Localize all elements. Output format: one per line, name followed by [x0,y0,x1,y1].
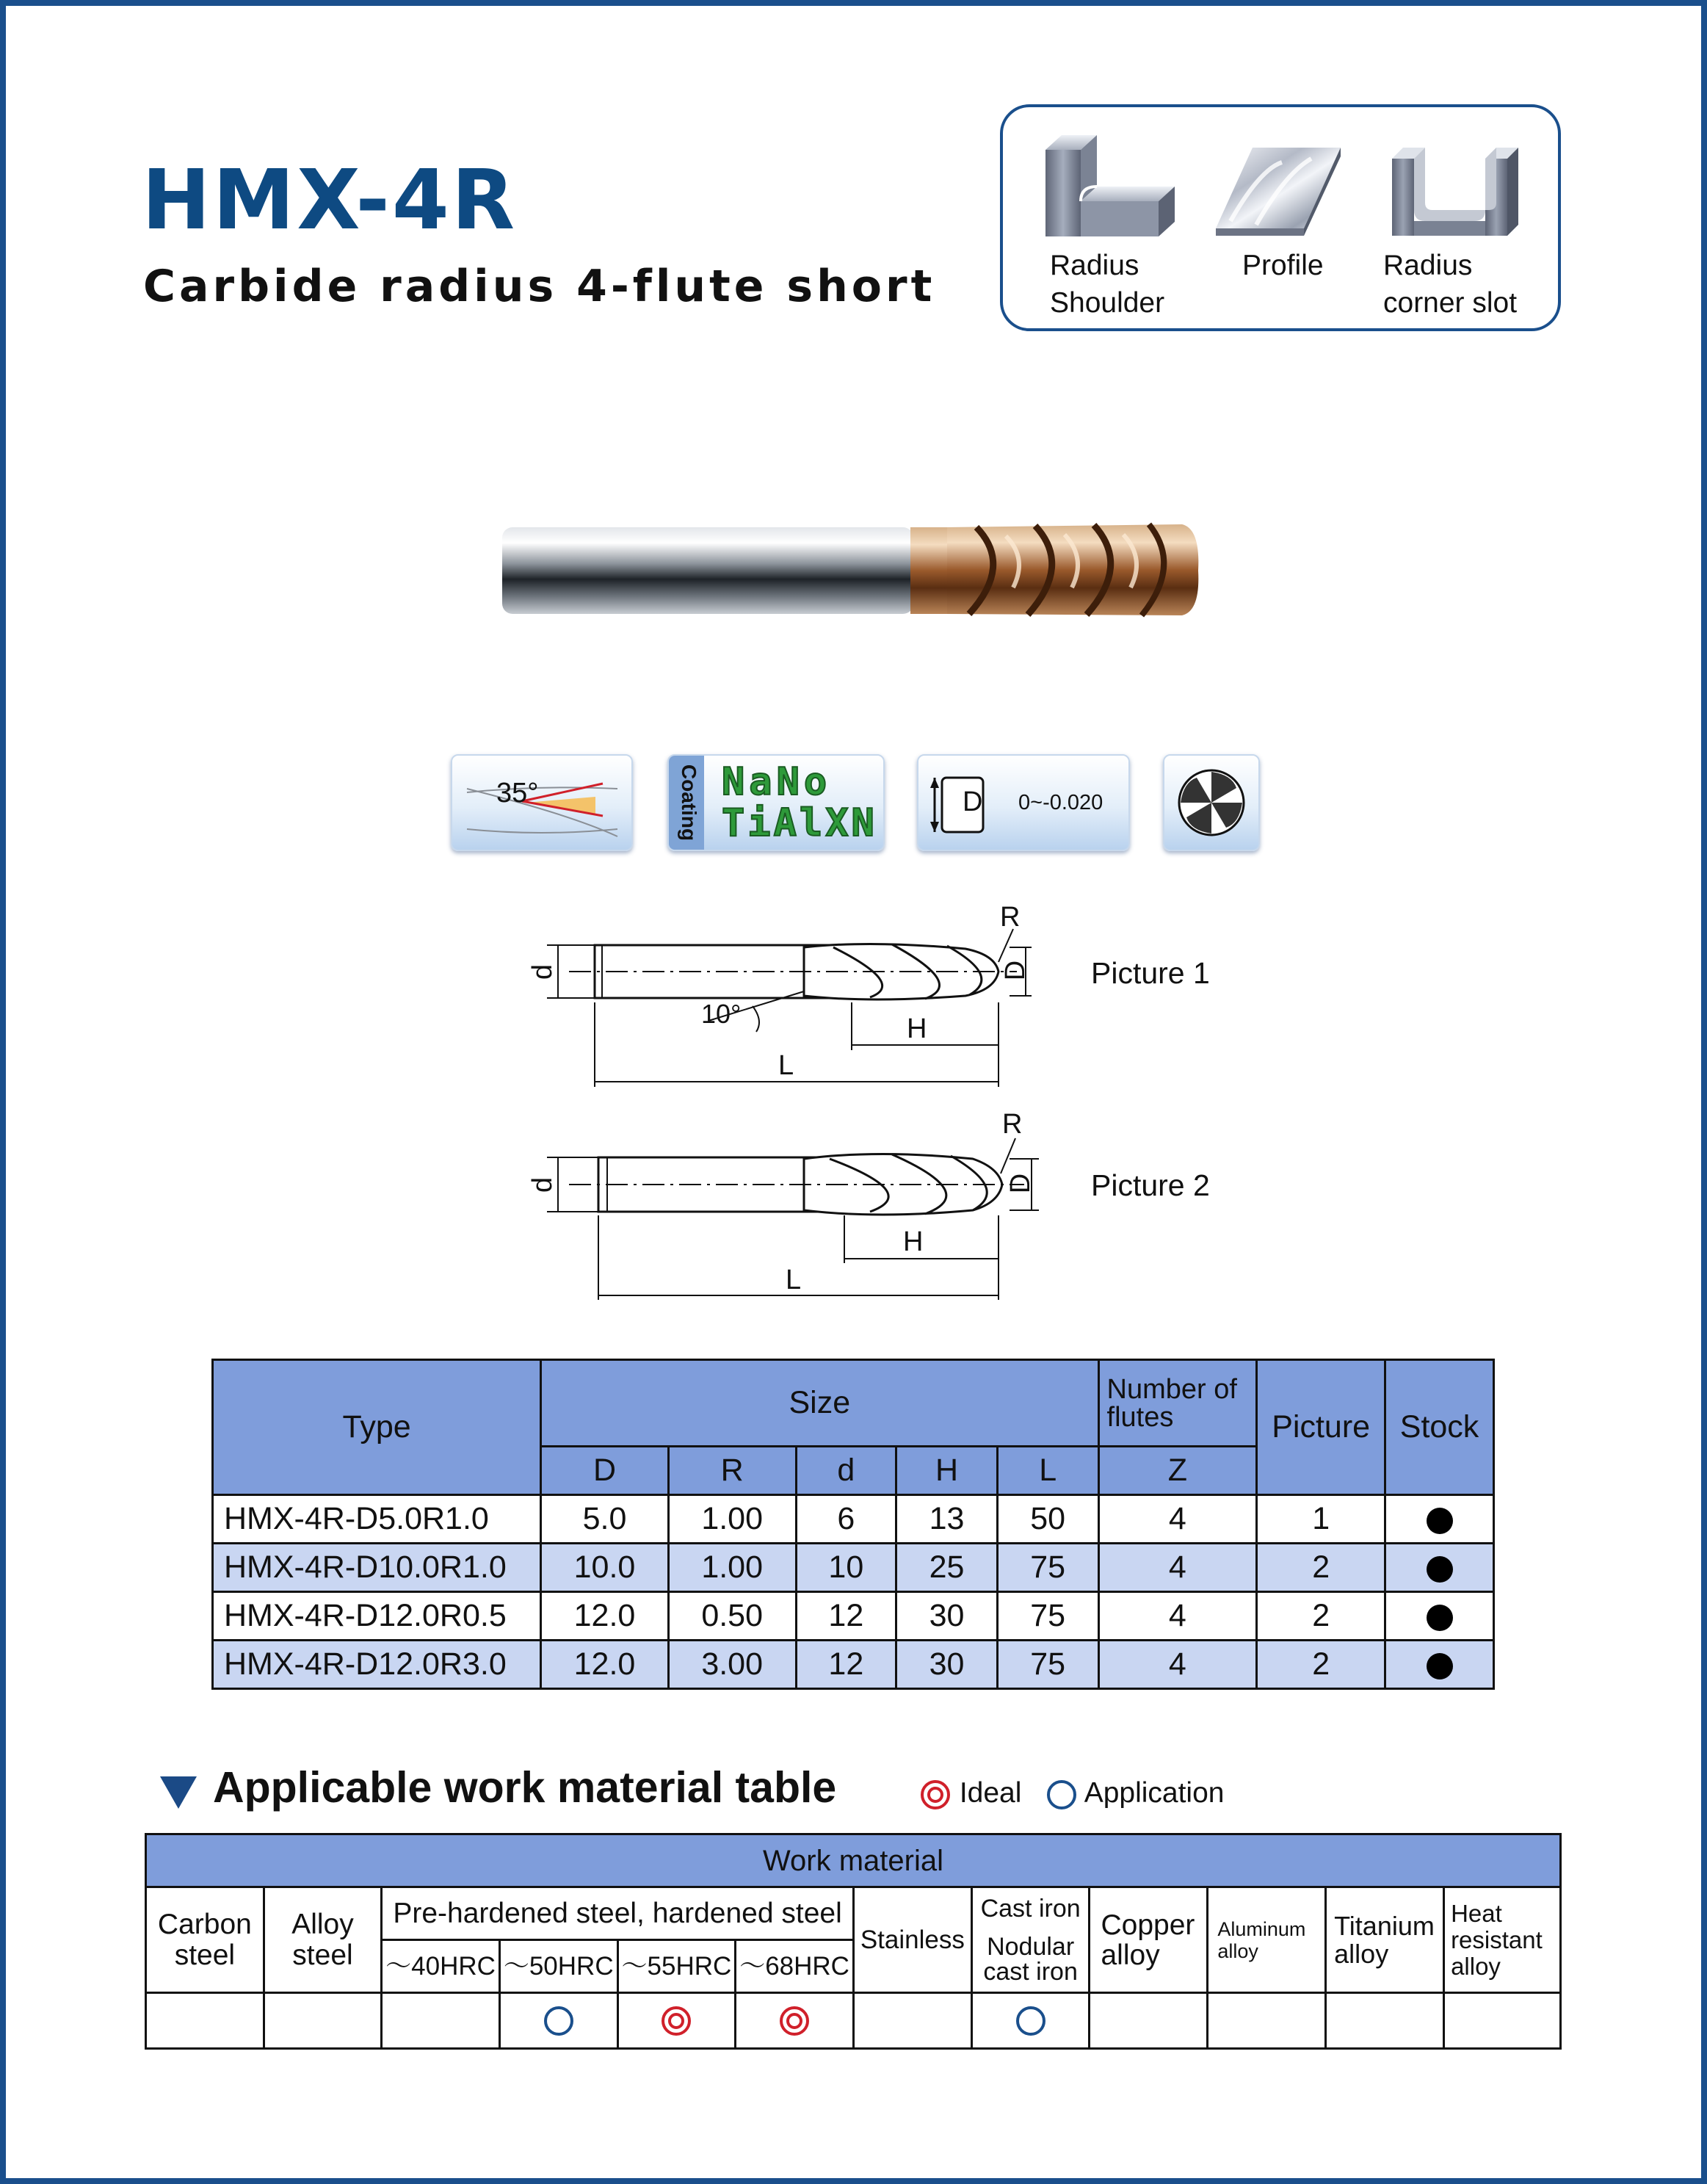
ideal-double-circle-icon [919,1779,952,1811]
cell-stock [1385,1592,1494,1641]
col-L-header: L [997,1447,1098,1495]
rating-alloy-steel [264,1993,381,2049]
picture-2-label: Picture 2 [1091,1168,1210,1202]
rating-50hrc [499,1993,617,2049]
cell-stock [1385,1495,1494,1544]
cell-d: 6 [796,1495,896,1544]
cell-L: 50 [997,1495,1098,1544]
legend-ideal: Ideal [919,1777,1021,1811]
rating-heat-resistant [1444,1993,1561,2049]
profile-icon [1216,140,1341,239]
coating-name-line1: NaNo [722,760,832,804]
application-circle-icon [1045,1779,1078,1811]
helix-angle-value: 35° [496,778,539,809]
end-mill-photo [499,514,1204,635]
cell-stock [1385,1641,1494,1689]
table-row [213,1592,1494,1641]
material-table [145,1833,1562,2050]
cell-Z: 4 [1098,1495,1257,1544]
cell-d: 12 [796,1641,896,1689]
col-H-header: H [896,1447,998,1495]
col-d-header: d [796,1447,896,1495]
col-type-header: Type [213,1360,541,1495]
in-stock-dot-icon [1427,1508,1453,1534]
cell-type: HMX-4R-D10.0R1.0 [213,1544,541,1592]
in-stock-dot-icon [1427,1605,1453,1631]
dim-d: d [527,963,559,980]
applications-panel [1000,104,1561,331]
radius-shoulder-icon [1045,135,1175,240]
col-flutes-header: Number of flutes [1098,1360,1257,1447]
cell-R: 1.00 [668,1495,796,1544]
table-row [213,1495,1494,1544]
app-label-radius-corner-slot: Radius corner slot [1383,250,1518,319]
rating-aluminum [1208,1993,1326,2049]
rating-68hrc [736,1993,854,2049]
col-hardened-steel: Pre-hardened steel, hardened steel [382,1887,854,1940]
cell-Z: 4 [1098,1641,1257,1689]
col-50hrc: ～50HRC [499,1940,617,1993]
helix-angle-badge [451,754,633,851]
col-heat-resistant-alloy: Heat resistant alloy [1444,1887,1561,1993]
col-cast-iron: Cast iron Nodular cast iron [971,1887,1090,1993]
legend-application: Application [1045,1777,1224,1811]
col-copper-alloy: Copper alloy [1090,1887,1208,1993]
drawing-picture-1 [525,903,1054,1098]
application-circle-icon [543,2005,575,2037]
rating-copper [1090,1993,1208,2049]
drawing-picture-2 [525,1109,1054,1311]
cell-picture: 2 [1257,1592,1385,1641]
cell-type: HMX-4R-D12.0R3.0 [213,1641,541,1689]
cell-picture: 2 [1257,1544,1385,1592]
coating-side-label: Coating [678,764,700,842]
rating-row [146,1993,1561,2049]
ideal-double-circle-icon [660,2005,692,2037]
table-row [213,1544,1494,1592]
col-55hrc: ～55HRC [617,1940,736,1993]
tolerance-value: 0~-0.020 [1018,791,1103,814]
coating-name-line2: TiAlXN [722,801,877,845]
table-row [213,1641,1494,1689]
product-title: HMX-4R [142,153,518,248]
cell-L: 75 [997,1592,1098,1641]
section-triangle-icon [160,1776,197,1809]
cell-D: 5.0 [541,1495,669,1544]
dim-H: H [907,1013,927,1044]
col-stock-header: Stock [1385,1360,1494,1495]
application-circle-icon [1015,2005,1047,2037]
in-stock-dot-icon [1427,1653,1453,1679]
cell-D: 12.0 [541,1641,669,1689]
dim-L: L [778,1050,794,1081]
tolerance-badge [917,754,1130,851]
cell-picture: 1 [1257,1495,1385,1544]
cell-stock [1385,1544,1494,1592]
dim-R: R [1000,902,1021,933]
in-stock-dot-icon [1427,1556,1453,1583]
cell-D: 12.0 [541,1592,669,1641]
cell-d: 12 [796,1592,896,1641]
cell-R: 1.00 [668,1544,796,1592]
cell-type: HMX-4R-D12.0R0.5 [213,1592,541,1641]
rating-stainless [853,1993,971,2049]
cell-Z: 4 [1098,1592,1257,1641]
cell-picture: 2 [1257,1641,1385,1689]
cell-R: 0.50 [668,1592,796,1641]
dim-D: D [1000,960,1032,981]
app-label-radius-shoulder: Radius Shoulder [1050,250,1165,319]
col-R-header: R [668,1447,796,1495]
rating-55hrc [617,1993,736,2049]
work-material-header: Work material [146,1834,1561,1887]
cell-R: 3.00 [668,1641,796,1689]
col-picture-header: Picture [1257,1360,1385,1495]
col-Z-header: Z [1098,1447,1257,1495]
cell-d: 10 [796,1544,896,1592]
cell-H: 25 [896,1544,998,1592]
cell-D: 10.0 [541,1544,669,1592]
cell-type: HMX-4R-D5.0R1.0 [213,1495,541,1544]
cell-H: 30 [896,1641,998,1689]
col-40hrc: ～40HRC [382,1940,500,1993]
rating-40hrc [382,1993,500,2049]
col-68hrc: ～68HRC [736,1940,854,1993]
col-D-header: D [541,1447,669,1495]
nano-coating-badge [667,754,885,851]
dim-L: L [786,1265,802,1295]
col-size-header: Size [541,1360,1098,1447]
app-label-profile: Profile [1242,250,1324,281]
picture-1-label: Picture 1 [1091,956,1210,990]
rating-carbon-steel [146,1993,264,2049]
cell-Z: 4 [1098,1544,1257,1592]
rating-titanium [1326,1993,1444,2049]
product-subtitle: Carbide radius 4-flute short [143,261,936,312]
four-flute-badge [1163,754,1260,851]
material-section-title: Applicable work material table [213,1763,837,1812]
ideal-double-circle-icon [778,2005,811,2037]
cell-L: 75 [997,1641,1098,1689]
col-stainless: Stainless [853,1887,971,1993]
dim-R: R [1002,1109,1023,1140]
dim-angle: 10° [701,999,742,1029]
col-titanium-alloy: Titanium alloy [1326,1887,1444,1993]
dim-D: D [1005,1173,1037,1194]
cell-H: 30 [896,1592,998,1641]
spec-table [211,1359,1495,1690]
cell-H: 13 [896,1495,998,1544]
col-carbon-steel: Carbon steel [146,1887,264,1993]
col-alloy-steel: Alloy steel [264,1887,381,1993]
dim-H: H [903,1226,924,1257]
col-aluminum-alloy: Aluminum alloy [1208,1887,1326,1993]
rating-cast-iron [971,1993,1090,2049]
cell-L: 75 [997,1544,1098,1592]
radius-corner-slot-icon [1392,148,1518,239]
tolerance-symbol: D [963,787,983,817]
dim-d: d [527,1176,559,1193]
